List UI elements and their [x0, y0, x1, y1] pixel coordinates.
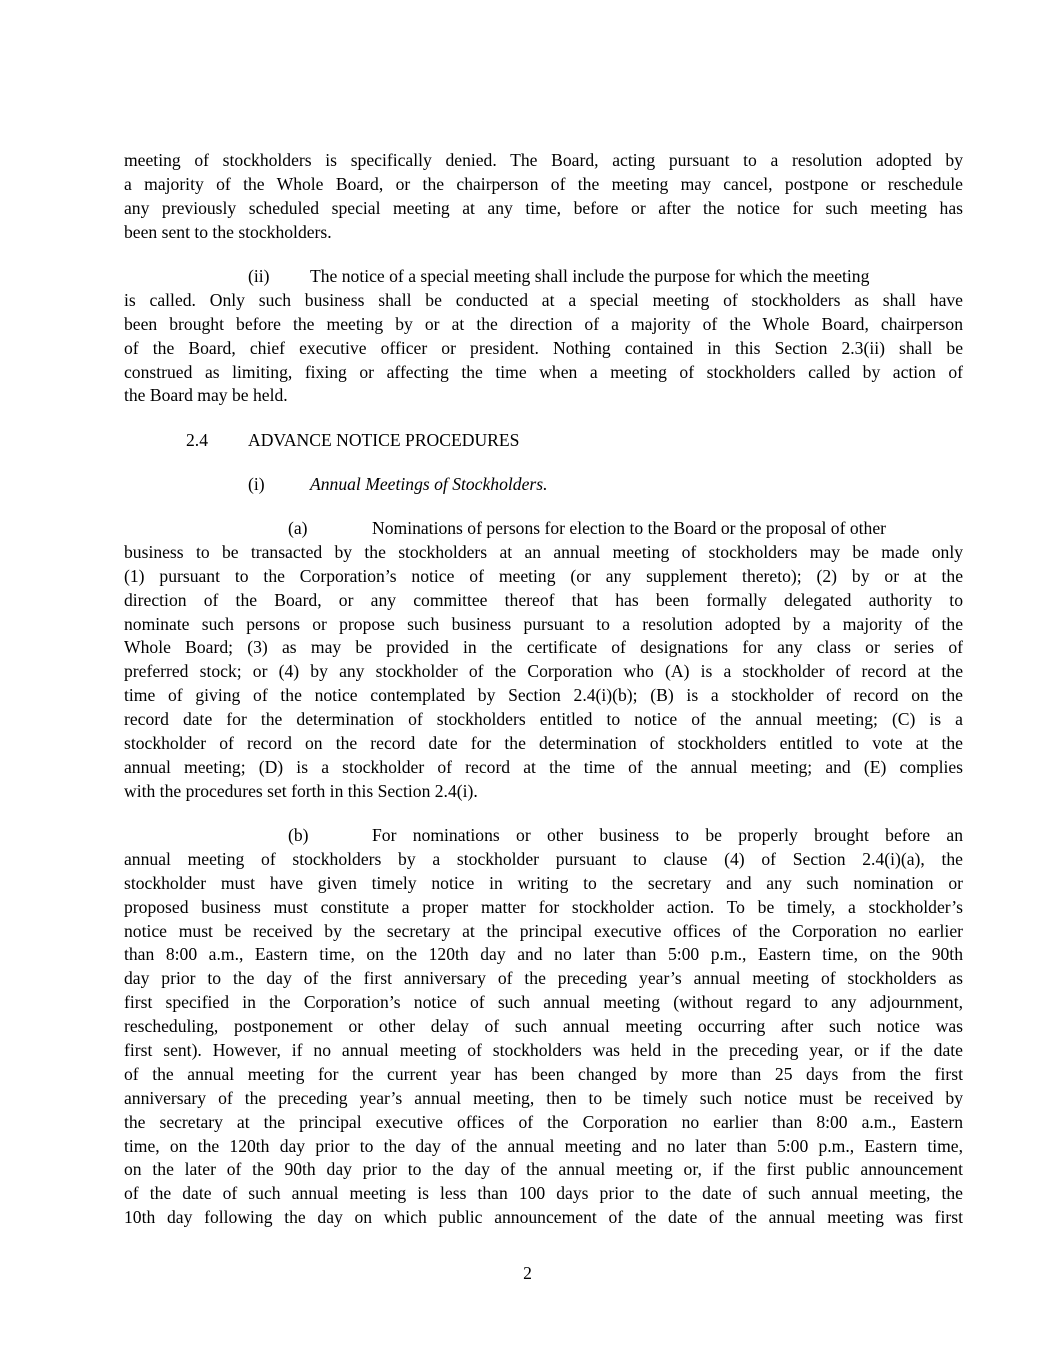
text-line: been brought before the meeting by or at the direction of a majority of the Whole Board, chairperson	[124, 313, 963, 334]
text-line: stockholder of record on the record date for the determination of stockholders entitled to vote at the	[124, 733, 963, 754]
text-line: with the procedures set forth in this Section 2.4(i).	[124, 780, 478, 801]
text-line: nominate such persons or propose such business pursuant to a resolution adopted by a majority of the	[124, 613, 963, 634]
text-line: The notice of a special meeting shall include the purpose for which the meeting	[310, 266, 870, 286]
text-line: of the Board, chief executive officer or president. Nothing contained in this Section 2.3(ii) shall be	[124, 337, 963, 358]
section-number: 2.4	[186, 430, 208, 450]
text-line: on the later of the 90th day prior to the day of the annual meeting or, if the first public announcement	[124, 1159, 963, 1180]
text-line: notice must be received by the secretary at the principal executive offices of the Corporation no earlier	[124, 920, 963, 941]
section-title: ADVANCE NOTICE PROCEDURES	[248, 430, 520, 450]
text-line: first specified in the Corporation’s notice of such annual meeting (without regard to any adjournment,	[124, 992, 963, 1013]
paragraph-ii	[124, 265, 963, 408]
text-line: meeting of stockholders is specifically denied. The Board, acting pursuant to a resolution adopted by	[124, 150, 963, 170]
text-line: record date for the determination of stockholders entitled to notice of the annual meeting; (C) is a	[124, 709, 963, 730]
subsection-title: Annual Meetings of Stockholders.	[310, 474, 548, 494]
section-heading	[124, 429, 963, 453]
text-line: For nominations or other business to be properly brought before an	[372, 825, 963, 845]
text-line: (1) pursuant to the Corporation’s notice of meeting (or any supplement thereto); (2) by or at the	[124, 565, 963, 586]
text-line: day prior to the day of the first anniversary of the preceding year’s annual meeting of stockholders as	[124, 968, 963, 989]
subsection-heading	[124, 473, 963, 497]
subsection-label: (i)	[248, 474, 265, 494]
paragraph-b	[124, 824, 963, 1230]
text-line: first sent). However, if no annual meeting of stockholders was held in the preceding year, or if the date	[124, 1040, 963, 1061]
text-line: time, on the 120th day prior to the day of the annual meeting and no later than 5:00 p.m., Eastern time,	[124, 1135, 963, 1156]
text-line: Nominations of persons for election to the Board or the proposal of other	[372, 518, 887, 538]
text-line: the secretary at the principal executive offices of the Corporation no earlier than 8:00 a.m., Eastern	[124, 1111, 963, 1132]
text-line: a majority of the Whole Board, or the chairperson of the meeting may cancel, postpone or reschedule	[124, 173, 963, 194]
text-line: time of giving of the notice contemplated by Section 2.4(i)(b); (B) is a stockholder of record on the	[124, 685, 963, 706]
paragraph-continuation	[124, 149, 963, 245]
paragraph-first-line	[124, 824, 963, 848]
text-line: Whole Board; (3) as may be provided in the certificate of designations for any class or series of	[124, 637, 963, 658]
text-line: annual meeting; (D) is a stockholder of record at the time of the annual meeting; and (E) complies	[124, 756, 963, 777]
text-line: anniversary of the preceding year’s annual meeting, then to be timely such notice must be received by	[124, 1087, 963, 1108]
text-line: direction of the Board, or any committee thereof that has been formally delegated authority to	[124, 589, 963, 610]
text-line: of the annual meeting for the current year has been changed by more than 25 days from the first	[124, 1063, 963, 1084]
clause-label: (a)	[288, 518, 308, 538]
text-line: 10th day following the day on which public announcement of the date of the annual meeting was first	[124, 1207, 963, 1228]
paragraph-first-line	[124, 265, 963, 289]
text-line: stockholder must have given timely notice in writing to the secretary and any such nomination or	[124, 872, 963, 893]
text-line: the Board may be held.	[124, 385, 288, 406]
clause-label: (b)	[288, 825, 309, 845]
text-line: construed as limiting, fixing or affecting the time when a meeting of stockholders called by action of	[124, 361, 963, 382]
text-line: annual meeting of stockholders by a stockholder pursuant to clause (4) of Section 2.4(i)(a), the	[124, 848, 963, 869]
text-line: rescheduling, postponement or other delay of such annual meeting occurring after such notice was	[124, 1016, 963, 1037]
clause-label: (ii)	[248, 266, 270, 286]
text-line: preferred stock; or (4) by any stockholder of the Corporation who (A) is a stockholder of record at the	[124, 661, 963, 682]
text-line: been sent to the stockholders.	[124, 221, 332, 242]
paragraph-first-line	[124, 517, 963, 541]
paragraph-a	[124, 517, 963, 804]
text-line: than 8:00 a.m., Eastern time, on the 120th day and no later than 5:00 p.m., Eastern time, on the 90th	[124, 944, 963, 965]
text-line: proposed business must constitute a proper matter for stockholder action. To be timely, a stockholder’s	[124, 896, 963, 917]
text-line: business to be transacted by the stockholders at an annual meeting of stockholders may be made only	[124, 541, 963, 562]
text-line: is called. Only such business shall be conducted at a special meeting of stockholders as shall have	[124, 289, 963, 310]
text-line: of the date of such annual meeting is less than 100 days prior to the date of such annual meeting, the	[124, 1183, 963, 1204]
text-line: any previously scheduled special meeting at any time, before or after the notice for such meeting has	[124, 197, 963, 218]
page-number: 2	[523, 1263, 532, 1283]
